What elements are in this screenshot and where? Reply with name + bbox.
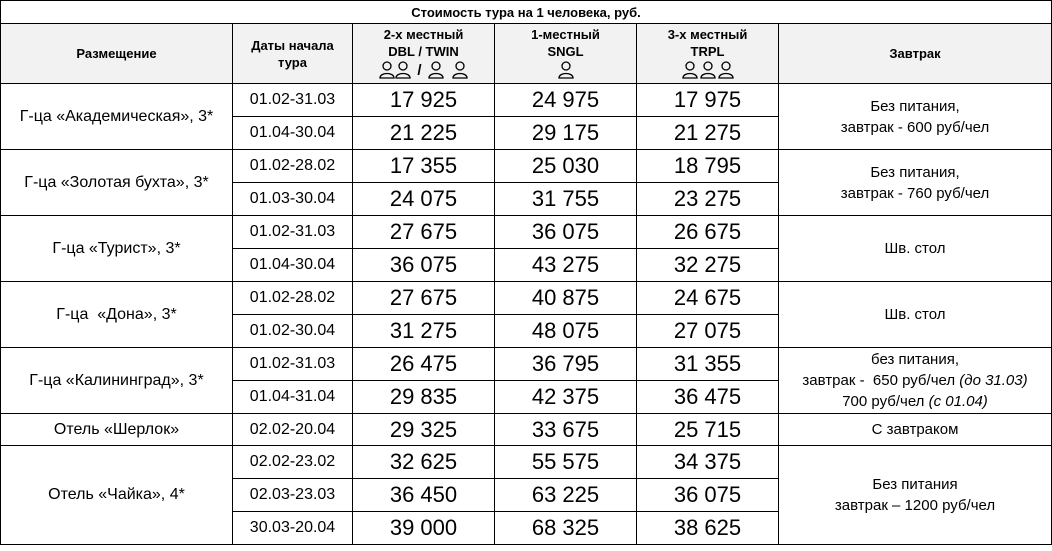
breakfast-line: Шв. стол bbox=[884, 240, 946, 257]
tour-dates: 01.04-30.04 bbox=[233, 117, 353, 150]
price-trpl: 21 275 bbox=[637, 117, 779, 150]
table-row bbox=[1, 446, 1052, 479]
breakfast-info bbox=[779, 348, 1052, 414]
breakfast-period-note: (с 01.04) bbox=[928, 393, 988, 410]
hotel-name: Г-ца «Турист», 3* bbox=[1, 216, 233, 282]
price-sngl: 36 795 bbox=[495, 348, 637, 381]
tour-dates: 02.02-23.02 bbox=[233, 446, 353, 479]
tour-dates: 01.02-31.03 bbox=[233, 84, 353, 117]
price-trpl: 36 075 bbox=[637, 479, 779, 512]
breakfast-line: Без питания, bbox=[870, 97, 960, 115]
table-row bbox=[1, 150, 1052, 183]
header-dates-line2: тура bbox=[278, 54, 307, 70]
breakfast-info bbox=[779, 414, 1052, 446]
breakfast-line: завтрак - 600 руб/чел bbox=[840, 118, 990, 136]
dbl-twin-separator: / bbox=[417, 62, 422, 79]
price-trpl: 18 795 bbox=[637, 150, 779, 183]
price-dbl: 24 075 bbox=[353, 183, 495, 216]
hotel-name: Отель «Чайка», 4* bbox=[1, 446, 233, 545]
breakfast-line bbox=[779, 370, 1051, 391]
price-sngl: 68 325 bbox=[495, 512, 637, 545]
price-sngl: 36 075 bbox=[495, 216, 637, 249]
header-sngl-line2: SNGL bbox=[547, 44, 584, 59]
price-dbl: 39 000 bbox=[353, 512, 495, 545]
price-trpl: 26 675 bbox=[637, 216, 779, 249]
price-trpl: 24 675 bbox=[637, 282, 779, 315]
price-dbl: 26 475 bbox=[353, 348, 495, 381]
header-dbl-line1: 2-х местный bbox=[383, 27, 464, 42]
tour-dates: 01.02-28.02 bbox=[233, 282, 353, 315]
header-placement: Размещение bbox=[1, 24, 233, 84]
price-sngl: 42 375 bbox=[495, 381, 637, 414]
hotel-name: Г-ца «Калининград», 3* bbox=[1, 348, 233, 414]
breakfast-line: Без питания, bbox=[870, 163, 960, 181]
price-trpl: 31 355 bbox=[637, 348, 779, 381]
price-dbl: 31 275 bbox=[353, 315, 495, 348]
header-trpl bbox=[637, 24, 779, 84]
price-sngl: 48 075 bbox=[495, 315, 637, 348]
table-row bbox=[1, 348, 1052, 381]
breakfast-text: 700 руб/чел bbox=[842, 393, 929, 410]
tour-dates: 02.03-23.03 bbox=[233, 479, 353, 512]
price-trpl: 25 715 bbox=[637, 414, 779, 446]
header-sngl bbox=[495, 24, 637, 84]
table-row bbox=[1, 216, 1052, 249]
price-dbl: 17 355 bbox=[353, 150, 495, 183]
header-dates-line1: Даты начала bbox=[251, 37, 334, 53]
price-dbl: 27 675 bbox=[353, 216, 495, 249]
price-dbl: 21 225 bbox=[353, 117, 495, 150]
price-sngl: 25 030 bbox=[495, 150, 637, 183]
price-dbl: 29 325 bbox=[353, 414, 495, 446]
breakfast-info bbox=[779, 282, 1052, 348]
price-dbl: 17 925 bbox=[353, 84, 495, 117]
table-row bbox=[1, 84, 1052, 117]
tour-dates: 01.02-31.03 bbox=[233, 216, 353, 249]
price-dbl: 27 675 bbox=[353, 282, 495, 315]
hotel-name: Г-ца «Дона», 3* bbox=[1, 282, 233, 348]
price-dbl: 32 625 bbox=[353, 446, 495, 479]
table-title: Стоимость тура на 1 человека, руб. bbox=[1, 1, 1052, 24]
header-dbl-line2: DBL / TWIN bbox=[388, 44, 459, 59]
breakfast-line bbox=[779, 391, 1051, 412]
table-row bbox=[1, 282, 1052, 315]
tour-dates: 30.03-20.04 bbox=[233, 512, 353, 545]
tour-dates: 01.02-30.04 bbox=[233, 315, 353, 348]
breakfast-info bbox=[779, 150, 1052, 216]
header-dbl-twin bbox=[353, 24, 495, 84]
breakfast-period-note: (до 31.03) bbox=[959, 372, 1028, 389]
price-dbl: 29 835 bbox=[353, 381, 495, 414]
price-sngl: 29 175 bbox=[495, 117, 637, 150]
hotel-name: Отель «Шерлок» bbox=[1, 414, 233, 446]
header-trpl-line2: TRPL bbox=[690, 44, 725, 59]
price-dbl: 36 075 bbox=[353, 249, 495, 282]
price-sngl: 31 755 bbox=[495, 183, 637, 216]
tour-dates: 02.02-20.04 bbox=[233, 414, 353, 446]
breakfast-line: Шв. стол bbox=[884, 306, 946, 323]
tour-dates: 01.02-31.03 bbox=[233, 348, 353, 381]
price-trpl: 27 075 bbox=[637, 315, 779, 348]
breakfast-line: завтрак - 760 руб/чел bbox=[840, 184, 990, 202]
price-trpl: 36 475 bbox=[637, 381, 779, 414]
price-trpl: 34 375 bbox=[637, 446, 779, 479]
price-trpl: 23 275 bbox=[637, 183, 779, 216]
tour-dates: 01.03-30.04 bbox=[233, 183, 353, 216]
breakfast-info bbox=[779, 84, 1052, 150]
price-trpl: 38 625 bbox=[637, 512, 779, 545]
header-trpl-line1: 3-х местный bbox=[667, 27, 748, 42]
breakfast-line: С завтраком bbox=[871, 421, 959, 438]
trpl-icons bbox=[637, 61, 778, 81]
two-persons-icon bbox=[378, 61, 412, 79]
hotel-name: Г-ца «Золотая бухта», 3* bbox=[1, 150, 233, 216]
price-trpl: 17 975 bbox=[637, 84, 779, 117]
sngl-icons bbox=[495, 61, 636, 81]
dbl-twin-icons bbox=[353, 61, 494, 81]
breakfast-line: Без питания bbox=[872, 476, 958, 493]
breakfast-info bbox=[779, 216, 1052, 282]
breakfast-info bbox=[779, 446, 1052, 545]
price-trpl: 32 275 bbox=[637, 249, 779, 282]
table-row bbox=[1, 414, 1052, 446]
price-sngl: 40 875 bbox=[495, 282, 637, 315]
header-dates bbox=[233, 24, 353, 84]
price-sngl: 55 575 bbox=[495, 446, 637, 479]
twin-persons-icon bbox=[427, 61, 469, 79]
price-sngl: 63 225 bbox=[495, 479, 637, 512]
header-breakfast: Завтрак bbox=[779, 24, 1052, 84]
tour-dates: 01.02-28.02 bbox=[233, 150, 353, 183]
tour-dates: 01.04-31.04 bbox=[233, 381, 353, 414]
price-sngl: 33 675 bbox=[495, 414, 637, 446]
person-icon bbox=[557, 61, 575, 79]
hotel-name: Г-ца «Академическая», 3* bbox=[1, 84, 233, 150]
three-persons-icon bbox=[681, 61, 735, 79]
breakfast-text: завтрак - 650 руб/чел bbox=[802, 372, 960, 389]
breakfast-line: без питания, bbox=[871, 351, 959, 368]
tour-dates: 01.04-30.04 bbox=[233, 249, 353, 282]
price-sngl: 43 275 bbox=[495, 249, 637, 282]
price-dbl: 36 450 bbox=[353, 479, 495, 512]
breakfast-line: завтрак – 1200 руб/чел bbox=[834, 497, 996, 514]
price-sngl: 24 975 bbox=[495, 84, 637, 117]
header-sngl-line1: 1-местный bbox=[531, 27, 600, 42]
